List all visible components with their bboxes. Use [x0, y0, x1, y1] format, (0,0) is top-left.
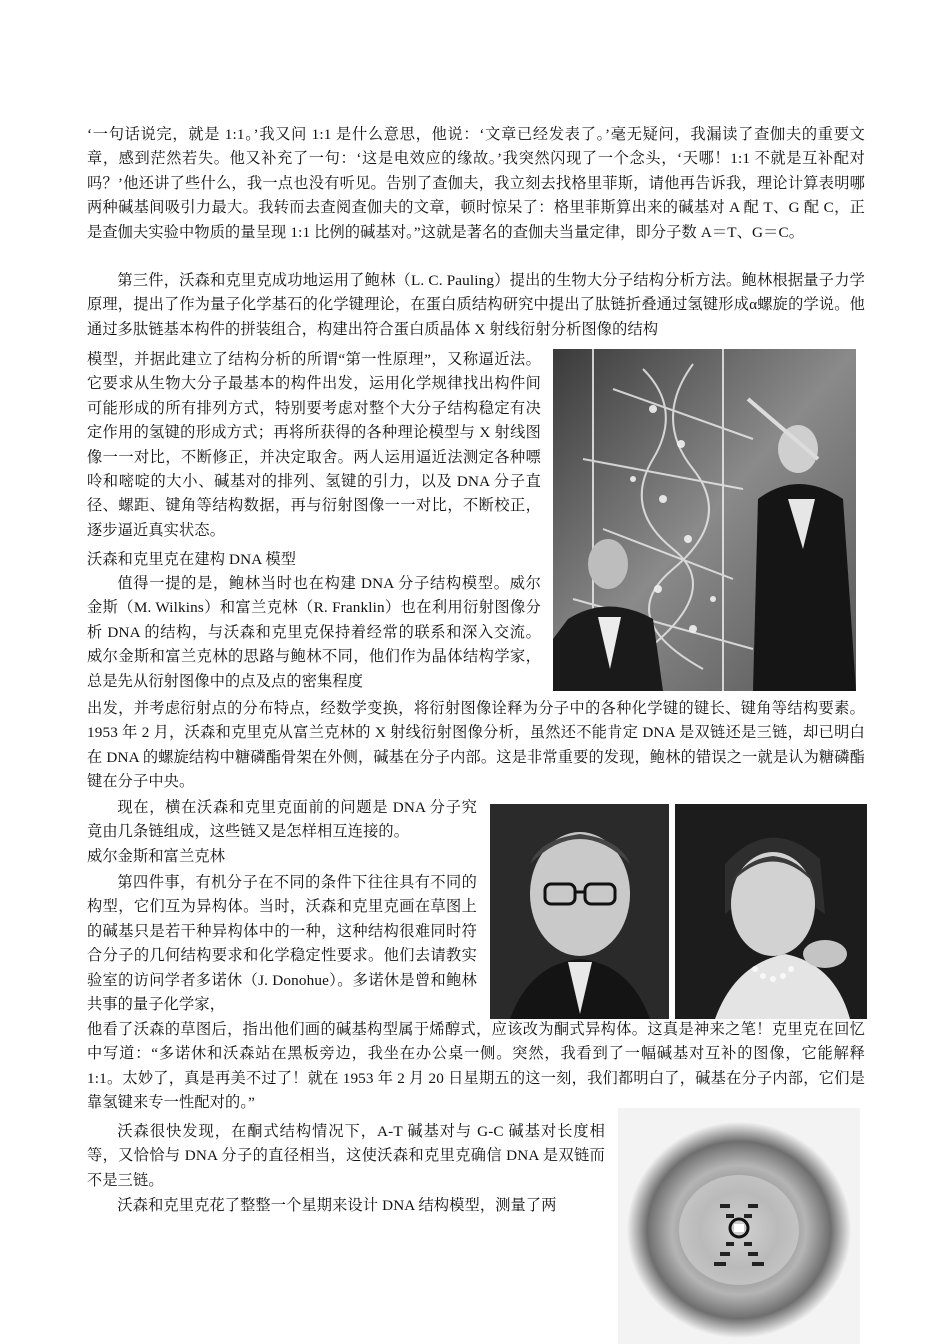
- paragraph-model-design: 沃森和克里克花了整整一个星期来设计 DNA 结构模型，测量了两: [117, 1197, 557, 1214]
- photo-franklin: [675, 804, 867, 1019]
- paragraph-pauling-method: 第三件，沃森和克里克成功地运用了鲍林（L. C. Pauling）提出的生物大分子结构分析方法。鲍林根据量子力学原理，提出了作为量子化学基石的化学键理论，在蛋白质结构研究中提出了肽链折叠通过氢键形成α螺旋的学说。他通过多肽链基本构件的拼装组合，构建出符合蛋白质晶体 X 射线衍射分析图像的结构: [87, 272, 865, 338]
- paragraph-wilkins-franklin: 值得一提的是，鲍林当时也在构建 DNA 分子结构模型。威尔金斯（M. Wilkins）和富兰克林（R. Franklin）也在利用衍射图像分析 DNA 的结构，与沃森和克里克保持着经常的联系和深入交流。威尔金斯和富兰克林的思路与鲍林不同，他们作为晶体结构学家，总是先从衍射图像中的点及点的密集程度: [87, 575, 541, 690]
- paragraph-isomers: 第四件事，有机分子在不同的条件下往往具有不同的构型，它们互为异构体。当时，沃森和克里克画在草图上的碱基只是若干种异构体中的一种，这种结构很难同时符合分子的几何结构要求和化学稳定性要求。他们去请教实验室的访问学者多诺休（J. Donohue）。多诺休是曾和鲍林共事的量子化学家，: [87, 874, 477, 1014]
- caption-wilkins-franklin: 威尔金斯和富兰克林: [87, 848, 226, 865]
- paragraph-isomers-cont: 他看了沃森的草图后，指出他们画的碱基构型属于烯醇式，应该改为酮式异构体。这真是神来之笔！克里克在回忆中写道：“多诺休和沃森站在黑板旁边，我坐在办公桌一侧。突然，我看到了一幅碱基对互补的图像，它能解释 1:1。太妙了，真是再美不过了！就在 1953 年 2 月 20 日星期五的这一刻，我们都明白了，碱基在分子内部，它们是靠氢键来专一性配对的。”: [87, 1021, 865, 1112]
- photo-wilkins: [490, 804, 669, 1019]
- photo-watson-crick-dna-model: [553, 349, 856, 691]
- paragraph-pauling-method-cont: 模型，并据此建立了结构分析的所谓“第一性原理”，又称逼近法。它要求从生物大分子最基本的构件出发，运用化学规律找出构件间可能形成的所有排列方式，特别要考虑对整个大分子结构稳定有决定作用的氢键的形成方式；再将所获得的各种理论模型与 X 射线图像一一对比，不断修正，并决定取舍。两人运用逼近法测定各种嘌呤和嘧啶的大小、碱基对的排列、氢键的引力，以及 DNA 分子直径、螺距、键角等结构数据，再与衍射图像一一对比，不断校正，逐步逼近真实状态。: [87, 351, 541, 539]
- paragraph-double-strand: 沃森很快发现，在酮式结构情况下，A-T 碱基对与 G-C 碱基对长度相等，又恰恰与 DNA 分子的直径相当，这使沃森和克里克确信 DNA 是双链而不是三链。: [87, 1123, 605, 1189]
- paragraph-chargaff-quote: ‘一句话说完，就是 1:1。’我又问 1:1 是什么意思，他说：‘文章已经发表了。’毫无疑问，我漏读了查伽夫的重要文章，感到茫然若失。他又补充了一句：‘这是电效应的缘故。’我突然闪现了一个念头，‘天哪！1:1 不就是互补配对吗？’他还讲了些什么，我一点也没有听见。告别了查伽夫，我立刻去找格里菲斯，请他再告诉我，理论计算表明哪两种碱基间吸引力最大。我转而去查阅查伽夫的文章，顿时惊呆了：格里菲斯算出来的碱基对 A 配 T、G 配 C，正是查伽夫实验中物质的量呈现 1:1 比例的碱基对。”这就是著名的查伽夫当量定律，即分子数 A＝T、G＝C。: [87, 126, 865, 241]
- paragraph-chain-question: 现在，横在沃森和克里克面前的问题是 DNA 分子究竟由几条链组成，这些链又是怎样相互连接的。: [87, 799, 477, 841]
- caption-watson-crick: 沃森和克里克在建构 DNA 模型: [87, 551, 297, 568]
- xray-diffraction-photo: [618, 1108, 860, 1344]
- paragraph-wilkins-franklin-cont: 出发，并考虑衍射点的分布特点，经数学变换，将衍射图像诠释为分子中的各种化学键的键长、键角等结构要素。1953 年 2 月，沃森和克里克从富兰克林的 X 射线衍射图像分析，虽然还不能肯定 DNA 是双链还是三链，却已明白在 DNA 的螺旋结构中糖磷酯骨架在外侧，碱基在分子内部。这是非常重要的发现，鲍林的错误之一就是认为糖磷酯键在分子中央。: [87, 700, 865, 791]
